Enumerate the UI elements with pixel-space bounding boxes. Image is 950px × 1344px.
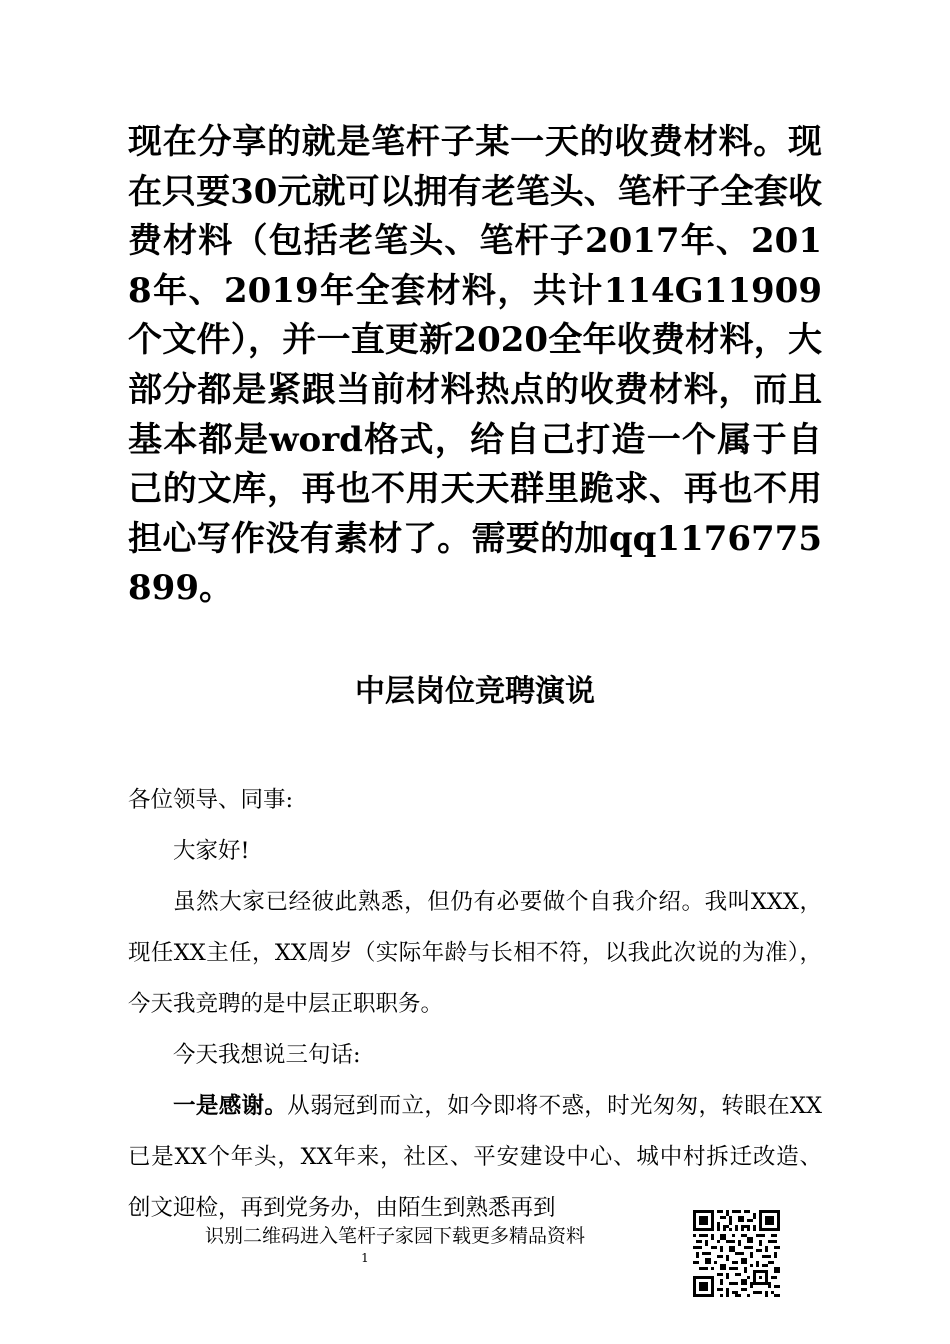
point-one-text: 从弱冠到而立，如今即将不惑，时光匆匆，转眼在XX已是XX个年头，XX年来，社区、平安建设中心、城中村拆迁改造、创文迎检，再到党务办，由陌生到熟悉再到 (128, 1093, 822, 1221)
qr-code-icon (693, 1210, 780, 1297)
page-number: 1 (361, 1251, 369, 1265)
point-one-lead: 一是感谢。 (173, 1093, 288, 1119)
three-points-intro: 今天我想说三句话: (173, 1042, 361, 1068)
footer-download-note: 识别二维码进入笔杆子家园下载更多精品资料 (205, 1225, 586, 1247)
document-title: 中层岗位竞聘演说 (355, 674, 595, 709)
salutation: 各位领导、同事: (128, 787, 294, 813)
promo-paragraph: 现在分享的就是笔杆子某一天的收费材料。现在只要30元就可以拥有老笔头、笔杆子全套收费材料（包括老笔头、笔杆子2017年、2018年、2019年全套材料，共计114G11909个文件），并一直更新2020全年收费材料，大部分都是紧跟当前材料热点的收费材料，而且基本都是word格式，给自己打造一个属于自己的文库，再也不用天天群里跪求、再也不用担心写作没有素材了。需要的加qq1176775899。 (128, 122, 822, 609)
greeting: 大家好! (173, 838, 250, 864)
document-body (128, 775, 822, 1234)
intro-paragraph: 虽然大家已经彼此熟悉，但仍有必要做个自我介绍。我叫XXX，现任XX主任，XX周岁（实际年龄与长相不符，以我此次说的为准），今天我竞聘的是中层正职职务。 (128, 889, 822, 1017)
